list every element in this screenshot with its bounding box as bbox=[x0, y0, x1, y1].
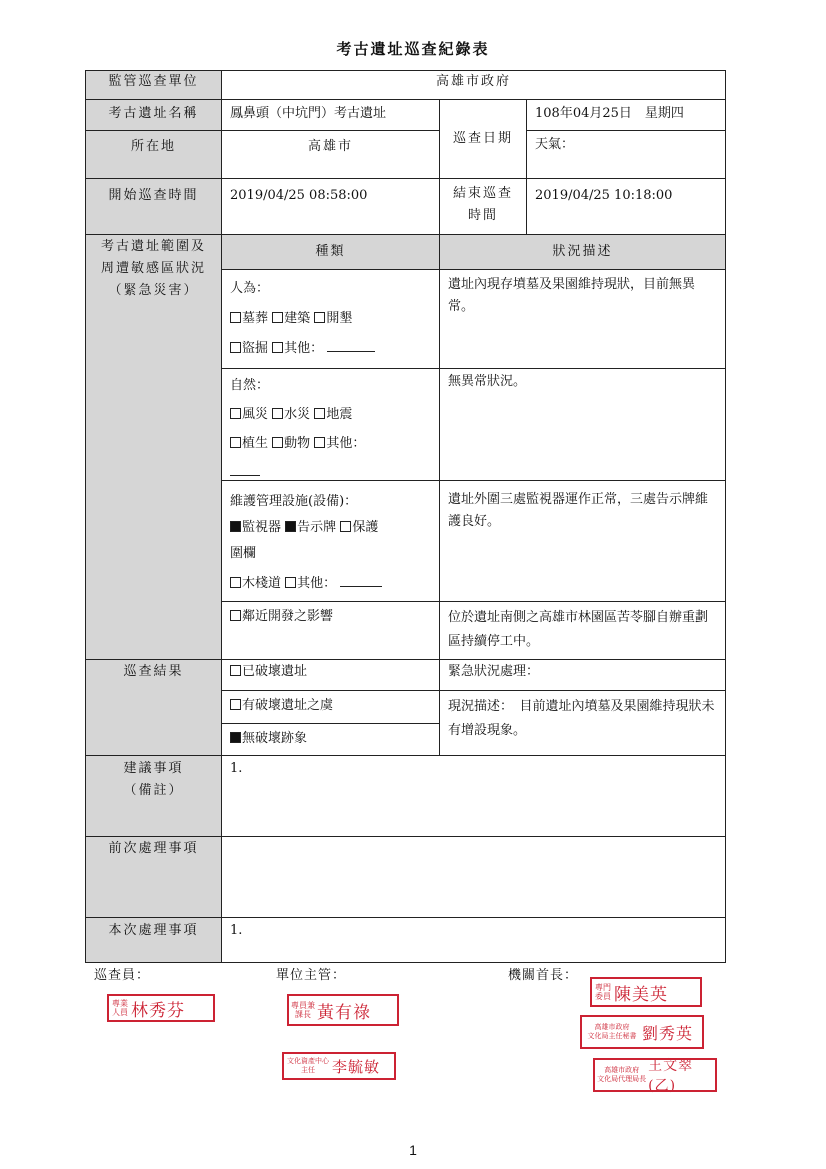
natural-other-blank-row bbox=[230, 458, 431, 481]
label-facility-other: 其他： bbox=[297, 576, 337, 591]
result-destroyed-cell bbox=[221, 659, 440, 691]
label-animal: 動物 bbox=[284, 436, 311, 451]
stamp1-title-2: 人員 bbox=[112, 1008, 128, 1017]
current-value: 1. bbox=[221, 917, 726, 963]
label-wind: 風災 bbox=[242, 407, 269, 422]
human-type-cell bbox=[221, 269, 440, 369]
checkbox-flood[interactable] bbox=[272, 408, 283, 419]
end-time-value: 2019/04/25 10:18:00 bbox=[526, 178, 726, 235]
label-natural-other: 其他： bbox=[326, 436, 366, 451]
stamp4-title-2: 委員 bbox=[595, 992, 611, 1001]
status-label-line1: 考古遺址範圍及 bbox=[100, 239, 206, 254]
previous-value bbox=[221, 836, 726, 918]
stamp6-name: 王文翠(乙) bbox=[648, 1058, 694, 1094]
stamp5-title-1: 高雄市政府 bbox=[594, 1023, 630, 1031]
label-tomb: 墓葬 bbox=[242, 311, 269, 326]
desc-header: 狀況描述 bbox=[439, 234, 726, 270]
stamp1-title-1: 專業 bbox=[112, 999, 128, 1008]
previous-label: 前次處理事項 bbox=[85, 836, 222, 918]
checkbox-destroyed[interactable] bbox=[230, 665, 241, 676]
emergency-handling: 緊急狀況處理： bbox=[439, 659, 726, 691]
checkbox-natural-other[interactable] bbox=[314, 437, 325, 448]
site-name-value: 鳳鼻頭（中坑門）考古遺址 bbox=[221, 99, 440, 131]
natural-desc: 無異常狀況。 bbox=[439, 368, 726, 481]
suggest-label-line2: （備註） bbox=[123, 783, 184, 798]
natural-other-blank[interactable] bbox=[230, 463, 260, 476]
checkbox-risk[interactable] bbox=[230, 699, 241, 710]
stamp3-title-2: 主任 bbox=[301, 1066, 315, 1074]
stamp2-title bbox=[289, 1001, 317, 1019]
label-nearby: 鄰近開發之影響 bbox=[242, 609, 334, 624]
checkbox-wind[interactable] bbox=[230, 408, 241, 419]
checkbox-none[interactable] bbox=[230, 732, 241, 743]
label-risk: 有破壞遺址之虞 bbox=[242, 698, 334, 713]
result-label: 巡查結果 bbox=[85, 659, 222, 756]
stamp5-title-2: 文化局主任秘書 bbox=[587, 1032, 637, 1040]
human-other-blank[interactable] bbox=[327, 339, 375, 352]
site-name-label: 考古遺址名稱 bbox=[85, 99, 222, 131]
stamp2-title-2: 課長 bbox=[295, 1010, 311, 1019]
status-label-line3: （緊急災害） bbox=[108, 283, 199, 298]
label-quake: 地震 bbox=[326, 407, 353, 422]
label-fence-1: 保護 bbox=[352, 520, 379, 535]
stamp2-title-1: 專員兼 bbox=[291, 1001, 315, 1010]
checkbox-reclaim[interactable] bbox=[314, 312, 325, 323]
supervisor-stamp bbox=[287, 994, 399, 1026]
facility-other-blank[interactable] bbox=[340, 574, 382, 587]
form-title: 考古遺址巡查紀錄表 bbox=[336, 40, 490, 58]
supervisor-label: 單位主管： bbox=[276, 968, 347, 983]
checkbox-human-other[interactable] bbox=[272, 342, 283, 353]
facility-options-row1 bbox=[230, 515, 431, 541]
checkbox-sign[interactable] bbox=[285, 521, 296, 532]
label-reclaim: 開墾 bbox=[326, 311, 353, 326]
stamp4-title bbox=[592, 983, 614, 1001]
natural-options-row2 bbox=[230, 429, 431, 458]
stamp3-name: 李毓敏 bbox=[332, 1057, 381, 1076]
inspection-form bbox=[85, 70, 726, 963]
current-label: 本次處理事項 bbox=[85, 917, 222, 963]
human-desc: 遺址內現存墳墓及果園維持現狀，目前無異常。 bbox=[439, 269, 726, 369]
facility-options-row2 bbox=[230, 571, 431, 597]
checkbox-camera[interactable] bbox=[230, 521, 241, 532]
location-value: 高雄市 bbox=[221, 130, 440, 179]
label-destroyed: 已破壞遺址 bbox=[242, 664, 308, 679]
natural-type-cell bbox=[221, 368, 440, 481]
checkbox-facility-other[interactable] bbox=[285, 577, 296, 588]
suggest-label bbox=[85, 755, 222, 837]
end-time-label-line1: 結束巡查 bbox=[452, 186, 513, 201]
stamp6-title bbox=[595, 1066, 648, 1084]
checkbox-fence[interactable] bbox=[340, 521, 351, 532]
head-stamp-secretary bbox=[580, 1015, 704, 1049]
status-section-label bbox=[85, 234, 222, 660]
inspector-stamp bbox=[107, 994, 215, 1022]
label-sign: 告示牌 bbox=[297, 520, 337, 535]
suggest-label-line1: 建議事項 bbox=[123, 761, 184, 776]
center-director-stamp bbox=[282, 1052, 396, 1080]
stamp4-title-1: 專門 bbox=[595, 983, 611, 992]
page-number: 1 bbox=[409, 1142, 417, 1158]
label-plant: 植生 bbox=[242, 436, 269, 451]
checkbox-quake[interactable] bbox=[314, 408, 325, 419]
label-camera: 監視器 bbox=[242, 520, 282, 535]
label-building: 建築 bbox=[284, 311, 311, 326]
checkbox-animal[interactable] bbox=[272, 437, 283, 448]
facility-title: 維護管理設施(設備)： bbox=[230, 494, 358, 509]
nearby-desc: 位於遺址南側之高雄市林園區苦苓腳自辦重劃區持續停工中。 bbox=[439, 601, 726, 660]
stamp6-title-1: 高雄市政府 bbox=[604, 1066, 640, 1074]
label-none: 無破壞跡象 bbox=[242, 731, 308, 746]
current-status-desc: 現況描述： 目前遺址內墳墓及果園維持現狀未有增設現象。 bbox=[439, 690, 726, 756]
suggest-value: 1. bbox=[221, 755, 726, 837]
checkbox-nearby[interactable] bbox=[230, 610, 241, 621]
human-options-row2 bbox=[230, 334, 431, 364]
location-label: 所在地 bbox=[85, 130, 222, 179]
checkbox-boardwalk[interactable] bbox=[230, 577, 241, 588]
start-time-value: 2019/04/25 08:58:00 bbox=[221, 178, 440, 235]
human-options-row1 bbox=[230, 304, 431, 334]
label-boardwalk: 木棧道 bbox=[242, 576, 282, 591]
status-label-line2: 周遭敏感區狀況 bbox=[100, 261, 206, 276]
unit-value: 高雄市政府 bbox=[221, 70, 726, 100]
stamp4-name: 陳美英 bbox=[614, 984, 668, 1005]
nearby-type-cell bbox=[221, 601, 440, 660]
stamp6-title-2: 文化局代理局長 bbox=[597, 1075, 647, 1083]
label-dig: 盜掘 bbox=[242, 341, 269, 356]
label-flood: 水災 bbox=[284, 407, 311, 422]
start-time-label: 開始巡查時間 bbox=[85, 178, 222, 235]
stamp5-name: 劉秀英 bbox=[642, 1023, 694, 1043]
natural-title: 自然： bbox=[230, 378, 270, 393]
unit-label: 監管巡查單位 bbox=[85, 70, 222, 100]
head-stamp-commissioner bbox=[590, 977, 702, 1007]
head-label: 機關首長： bbox=[508, 968, 579, 983]
natural-options-row1 bbox=[230, 400, 431, 429]
end-time-label-line2: 時間 bbox=[467, 208, 498, 223]
facility-type-cell bbox=[221, 480, 440, 602]
stamp1-title bbox=[109, 999, 131, 1017]
checkbox-plant[interactable] bbox=[230, 437, 241, 448]
label-human-other: 其他： bbox=[284, 341, 324, 356]
patrol-date-label: 巡查日期 bbox=[439, 99, 527, 179]
stamp1-name: 林秀芬 bbox=[131, 1000, 185, 1021]
stamp3-title-1: 文化資產中心 bbox=[287, 1057, 329, 1065]
head-stamp-director bbox=[593, 1058, 717, 1092]
result-risk-cell bbox=[221, 690, 440, 724]
type-header: 種類 bbox=[221, 234, 440, 270]
checkbox-dig[interactable] bbox=[230, 342, 241, 353]
human-title: 人為： bbox=[230, 281, 270, 296]
stamp2-name: 黃有祿 bbox=[317, 1002, 371, 1023]
checkbox-building[interactable] bbox=[272, 312, 283, 323]
end-time-label bbox=[439, 178, 527, 235]
stamp3-title bbox=[284, 1057, 332, 1075]
weather-label: 天氣： bbox=[526, 130, 726, 179]
inspector-label: 巡查員： bbox=[94, 968, 151, 983]
stamp5-title bbox=[582, 1023, 642, 1041]
checkbox-tomb[interactable] bbox=[230, 312, 241, 323]
facility-desc: 遺址外圍三處監視器運作正常，三處告示牌維護良好。 bbox=[439, 480, 726, 602]
label-fence-2: 圍欄 bbox=[230, 546, 257, 561]
result-none-cell bbox=[221, 723, 440, 756]
patrol-date-value: 108年04月25日 星期四 bbox=[526, 99, 726, 131]
